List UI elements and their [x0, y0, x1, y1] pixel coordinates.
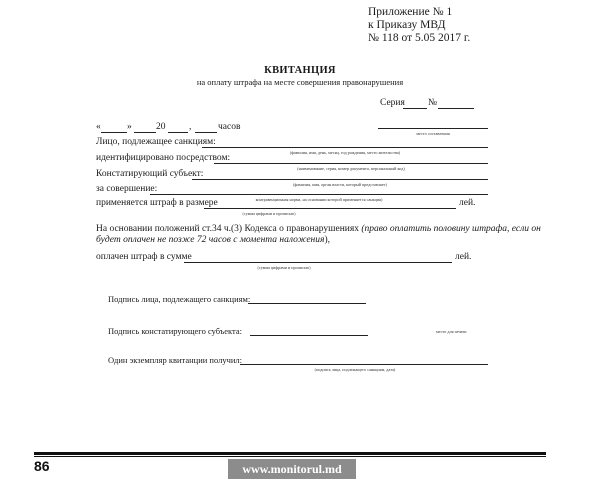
- offense-label: за совершение:: [96, 184, 158, 194]
- place-field[interactable]: [378, 128, 488, 129]
- identified-by-field[interactable]: [214, 163, 488, 164]
- fine-amount-currency: лей.: [459, 198, 476, 208]
- year-prefix: 20: [156, 122, 166, 132]
- number-label: №: [428, 98, 438, 108]
- page-number: 86: [34, 458, 50, 474]
- hours-label: часов: [218, 122, 241, 132]
- website-badge: www.monitorul.md: [228, 459, 356, 479]
- sanctioned-person-caption: (фамилия, имя, день, месяц, год рождения, место жительства): [289, 150, 401, 155]
- place-caption: место составления: [416, 131, 450, 136]
- paid-amount-caption: (сумма цифрами и прописью): [257, 265, 311, 270]
- day-field[interactable]: [101, 132, 127, 133]
- offense-field[interactable]: [150, 194, 488, 195]
- series-field[interactable]: [403, 108, 427, 109]
- legal-basis-note-2: будет оплачен не позже 72 часов с момента наложения: [96, 235, 325, 245]
- ascertaining-subject-label: Констатирующий субъект:: [96, 169, 204, 179]
- open-quote: «: [96, 122, 101, 132]
- ascertaining-subject-field[interactable]: [192, 179, 488, 180]
- legal-basis-note-1: (право оплатить половину штрафа, если он: [361, 224, 541, 234]
- receipt-copy-field[interactable]: [240, 364, 488, 365]
- hours-field[interactable]: [195, 132, 217, 133]
- fine-amount-field[interactable]: [204, 208, 456, 209]
- signature-sanctioned-label: Подпись лица, подлежащего санкциям:: [108, 294, 251, 304]
- paid-amount-currency: лей.: [455, 252, 472, 262]
- identified-by-label: идентифицировано посредством:: [96, 153, 231, 163]
- legal-basis-tail: ),: [324, 235, 330, 245]
- document-subtitle: на оплату штрафа на месте совершения правонарушения: [196, 77, 404, 87]
- receipt-copy-label: Один экземпляр квитанции получил:: [108, 355, 243, 365]
- year-field[interactable]: [168, 132, 188, 133]
- fine-amount-label: применяется штраф в размере: [96, 198, 218, 208]
- receipt-copy-caption: (подпись лица, подлежащего санкциям, дата): [314, 367, 396, 372]
- signature-sanctioned-field[interactable]: [248, 303, 366, 304]
- paid-amount-field[interactable]: [184, 262, 452, 263]
- sanctioned-person-label: Лицо, подлежащее санкциям:: [96, 137, 216, 147]
- month-field[interactable]: [134, 132, 156, 133]
- identified-by-caption: (наименование, серия, номер документа, персональный код): [297, 166, 405, 171]
- document-title: КВИТАНЦИЯ: [264, 65, 336, 76]
- footer-rule-thin: [34, 456, 546, 457]
- series-label: Серия: [380, 98, 405, 108]
- ascertaining-subject-caption: (фамилия, имя, орган власти, который представляет): [293, 182, 387, 187]
- number-field[interactable]: [438, 108, 474, 109]
- legal-basis-text: На основании положений ст.34 ч.(3) Кодекса о правонарушениях: [96, 224, 362, 234]
- footer-rule-thick: [34, 452, 546, 455]
- signature-ascertaining-field[interactable]: [250, 335, 368, 336]
- appendix-line-1: Приложение № 1: [368, 6, 453, 18]
- sanctioned-person-field[interactable]: [202, 147, 488, 148]
- legal-basis-line-1: [96, 224, 541, 234]
- legal-basis-line-2: [96, 235, 330, 245]
- appendix-line-3: № 118 от 5.05 2017 г.: [368, 32, 471, 44]
- signature-ascertaining-label: Подпись констатирующего субъекта:: [108, 326, 242, 336]
- date-comma: ,: [189, 122, 192, 132]
- appendix-line-2: к Приказу МВД: [368, 19, 446, 31]
- paid-amount-label: оплачен штраф в сумме: [96, 252, 192, 262]
- close-quote: »: [127, 122, 132, 132]
- stamp-place-note: место для печати: [436, 329, 467, 334]
- fine-amount-caption: (сумма цифрами и прописью): [242, 211, 296, 216]
- offense-caption: контравенционная норма, на основании которой применяется санкция): [255, 197, 383, 202]
